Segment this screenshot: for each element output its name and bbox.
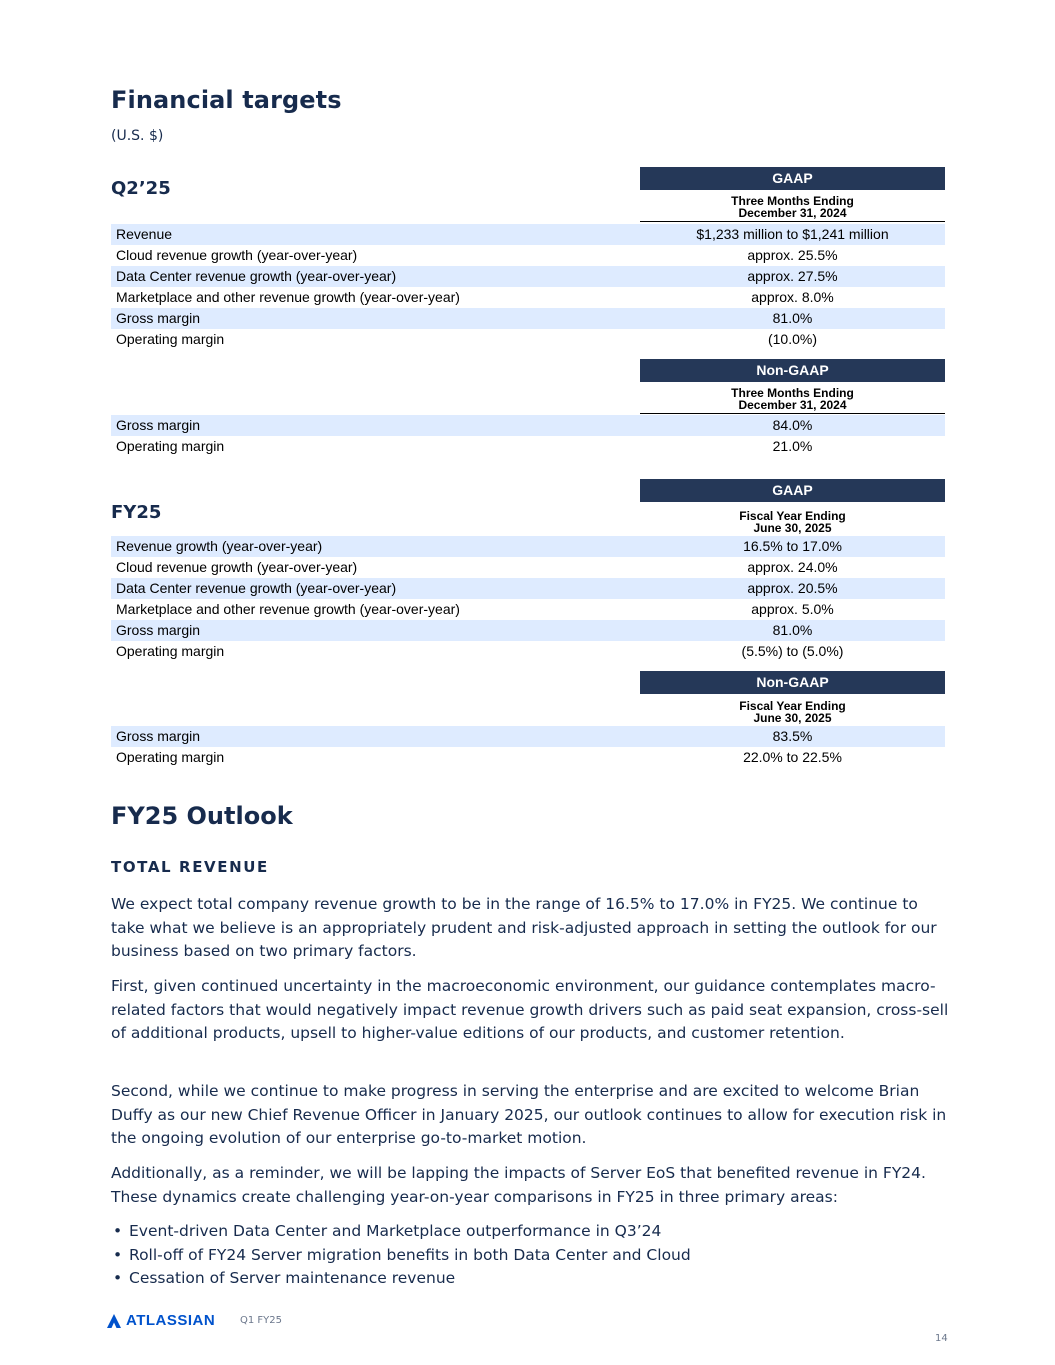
row-value: 84.0% [772, 417, 813, 433]
row-label: Revenue [116, 226, 173, 242]
outlook-paragraph: We expect total company revenue growth to be in the range of 16.5% to 17.0% in FY25. We continue to take what we believe is an appropriately prudent and risk-adjusted approach in setting the outlook for our business based on two primary factors. [111, 895, 937, 960]
page-title: Financial targets [111, 86, 342, 114]
table-row [111, 415, 945, 436]
row-value: $1,233 million to $1,241 million [696, 226, 889, 242]
outlook-subtitle: TOTAL REVENUE [111, 858, 269, 876]
outlook-paragraph: First, given continued uncertainty in the macroeconomic environment, our guidance contemplates macro-related factors that would negatively impact revenue growth drivers such as paid seat expansion, cross-sell of additional products, upsell to higher-value editions of our products, and customer retention. [111, 977, 949, 1042]
page-number: 14 [935, 1333, 948, 1344]
currency-note: (U.S. $) [111, 128, 164, 144]
atlassian-logo [107, 1312, 215, 1329]
table-row [111, 308, 945, 329]
row-label: Cloud revenue growth (year-over-year) [116, 247, 358, 263]
row-value: approx. 24.0% [747, 559, 838, 575]
period-line-1: Three Months Ending [731, 194, 854, 208]
fy25-gaap-header: GAAP [640, 479, 945, 502]
outlook-paragraph: Second, while we continue to make progress in serving the enterprise and are excited to welcome Brian Duffy as our new Chief Revenue Officer in January 2025, our outlook continues to allow for execution risk in the ongoing evolution of our enterprise go-to-market motion. [111, 1082, 947, 1147]
fy25-gaap-period [640, 510, 945, 537]
outlook-paragraph: Additionally, as a reminder, we will be lapping the impacts of Server EoS that benefited revenue in FY24. These dynamics create challenging year-on-year comparisons in FY25 in three primary areas: [111, 1164, 926, 1206]
q2-nongaap-period [640, 387, 945, 414]
table-row [111, 287, 945, 308]
period-line-2: December 31, 2024 [738, 398, 847, 412]
row-value: (5.5%) to (5.0%) [741, 643, 844, 659]
table-row [111, 620, 945, 641]
table-row [111, 747, 945, 768]
brand-name: ATLASSIAN [126, 1312, 216, 1329]
row-value: 81.0% [772, 622, 813, 638]
table-row [111, 599, 945, 620]
table-row [111, 536, 945, 557]
q2-nongaap-header: Non-GAAP [640, 359, 945, 382]
row-value: 83.5% [772, 728, 813, 744]
period-line-1: Fiscal Year Ending [739, 509, 846, 523]
period-line-1: Fiscal Year Ending [739, 699, 846, 713]
row-label: Revenue growth (year-over-year) [116, 538, 323, 554]
row-value: (10.0%) [767, 331, 818, 347]
row-label: Gross margin [116, 728, 201, 744]
table-row [111, 578, 945, 599]
period-line-2: June 30, 2025 [753, 521, 832, 535]
row-label: Operating margin [116, 749, 225, 765]
outlook-title: FY25 Outlook [111, 802, 293, 830]
row-label: Data Center revenue growth (year-over-year) [116, 580, 397, 596]
row-value: 21.0% [772, 438, 813, 454]
list-item: • Roll-off of FY24 Server migration benefits in both Data Center and Cloud [111, 1244, 691, 1268]
row-value: approx. 5.0% [751, 601, 834, 617]
row-label: Gross margin [116, 622, 201, 638]
period-line-1: Three Months Ending [731, 386, 854, 400]
fy25-nongaap-header: Non-GAAP [640, 671, 945, 694]
row-label: Marketplace and other revenue growth (year-over-year) [116, 601, 460, 617]
list-item: • Cessation of Server maintenance revenue [111, 1267, 691, 1291]
list-item: • Event-driven Data Center and Marketplace outperformance in Q3’24 [111, 1220, 691, 1244]
row-value: approx. 25.5% [747, 247, 838, 263]
row-value: 81.0% [772, 310, 813, 326]
table-row [111, 436, 945, 457]
fy25-section-label: FY25 [111, 502, 162, 523]
period-line-2: June 30, 2025 [753, 711, 832, 725]
q2-gaap-period [640, 195, 945, 222]
row-label: Operating margin [116, 438, 225, 454]
fy25-nongaap-period [640, 700, 945, 727]
row-value: approx. 27.5% [747, 268, 838, 284]
q2-section-label: Q2’25 [111, 178, 171, 199]
row-label: Cloud revenue growth (year-over-year) [116, 559, 358, 575]
row-label: Gross margin [116, 417, 201, 433]
row-value: 16.5% to 17.0% [743, 538, 842, 554]
table-row [111, 224, 945, 245]
row-value: approx. 20.5% [747, 580, 838, 596]
row-value: 22.0% to 22.5% [743, 749, 842, 765]
table-row [111, 329, 945, 350]
row-value: approx. 8.0% [751, 289, 834, 305]
table-row [111, 245, 945, 266]
table-row [111, 557, 945, 578]
period-line-2: December 31, 2024 [738, 206, 847, 220]
row-label: Operating margin [116, 331, 225, 347]
q2-gaap-header: GAAP [640, 167, 945, 190]
outlook-bullet-list [111, 1220, 691, 1291]
row-label: Data Center revenue growth (year-over-year) [116, 268, 397, 284]
row-label: Gross margin [116, 310, 201, 326]
table-row [111, 641, 945, 662]
report-period: Q1 FY25 [240, 1315, 282, 1326]
row-label: Marketplace and other revenue growth (year-over-year) [116, 289, 460, 305]
atlassian-logo-icon [107, 1314, 121, 1328]
table-row [111, 266, 945, 287]
table-row [111, 726, 945, 747]
row-label: Operating margin [116, 643, 225, 659]
